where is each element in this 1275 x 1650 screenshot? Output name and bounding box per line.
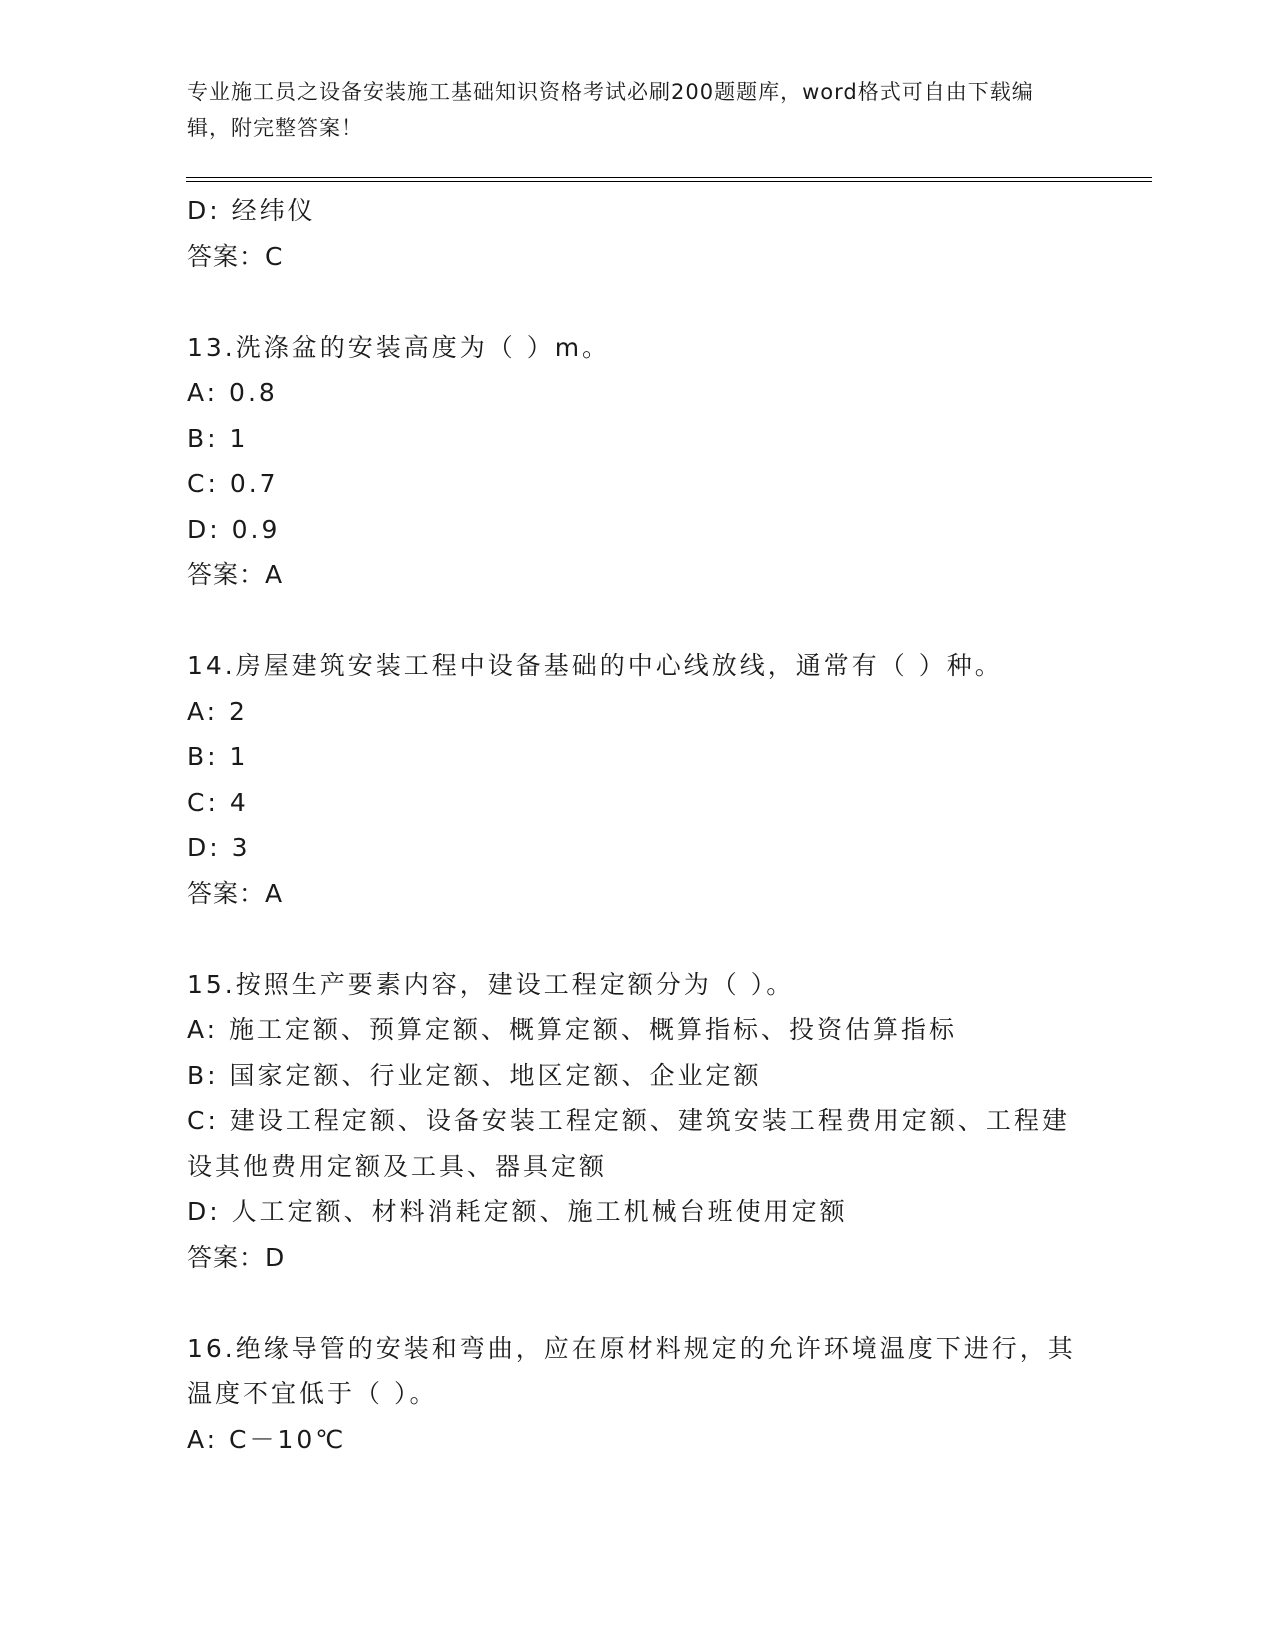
q13-option-a: A: 0.8	[187, 378, 278, 407]
q13-option-b: B: 1	[187, 423, 249, 453]
q14-option-c: C: 4	[187, 787, 249, 817]
page-header: 专业施工员之设备安装施工基础知识资格考试必刷200题题库，word格式可自由下载编辑，附完整答案！	[187, 80, 1034, 140]
q14-question: 14.房屋建筑安装工程中设备基础的中心线放线，通常有（ ）种。	[187, 651, 1003, 680]
q14-option-b: B: 1	[187, 742, 249, 771]
q15-question: 15.按照生产要素内容，建设工程定额分为（ ）。	[187, 969, 795, 999]
q13-answer: 答案：A	[187, 560, 284, 589]
q12-answer: 答案：C	[187, 241, 284, 271]
q15-option-b: B: 国家定额、行业定额、地区定额、企业定额	[187, 1060, 762, 1090]
q15-answer: 答案：D	[187, 1242, 286, 1272]
q15-option-d: D: 人工定额、材料消耗定额、施工机械台班使用定额	[187, 1197, 848, 1226]
q15-option-a: A: 施工定额、预算定额、概算定额、概算指标、投资估算指标	[187, 1015, 958, 1044]
spacer	[187, 1280, 1087, 1326]
q14-option-d: D: 3	[187, 833, 251, 862]
header-rule-top	[186, 177, 1152, 178]
question-list	[187, 188, 1087, 1462]
spacer	[187, 916, 1087, 962]
q14-answer: 答案：A	[187, 878, 284, 908]
q13-option-c: C: 0.7	[187, 469, 279, 498]
spacer	[187, 279, 1087, 325]
header-rule-bottom	[186, 181, 1152, 182]
q15-option-c: C: 建设工程定额、设备安装工程定额、建筑安装工程费用定额、工程建设其他费用定额及工具、器具定额	[187, 1106, 1070, 1181]
q16-question: 16.绝缘导管的安装和弯曲，应在原材料规定的允许环境温度下进行，其温度不宜低于（ ）。	[187, 1333, 1076, 1408]
spacer	[187, 598, 1087, 644]
q12-option-d: D: 经纬仪	[187, 196, 316, 225]
q13-question: 13.洗涤盆的安装高度为（ ）m。	[187, 332, 611, 362]
q14-option-a: A: 2	[187, 696, 248, 726]
q16-option-a: A: C－10℃	[187, 1424, 347, 1454]
q13-option-d: D: 0.9	[187, 514, 281, 544]
